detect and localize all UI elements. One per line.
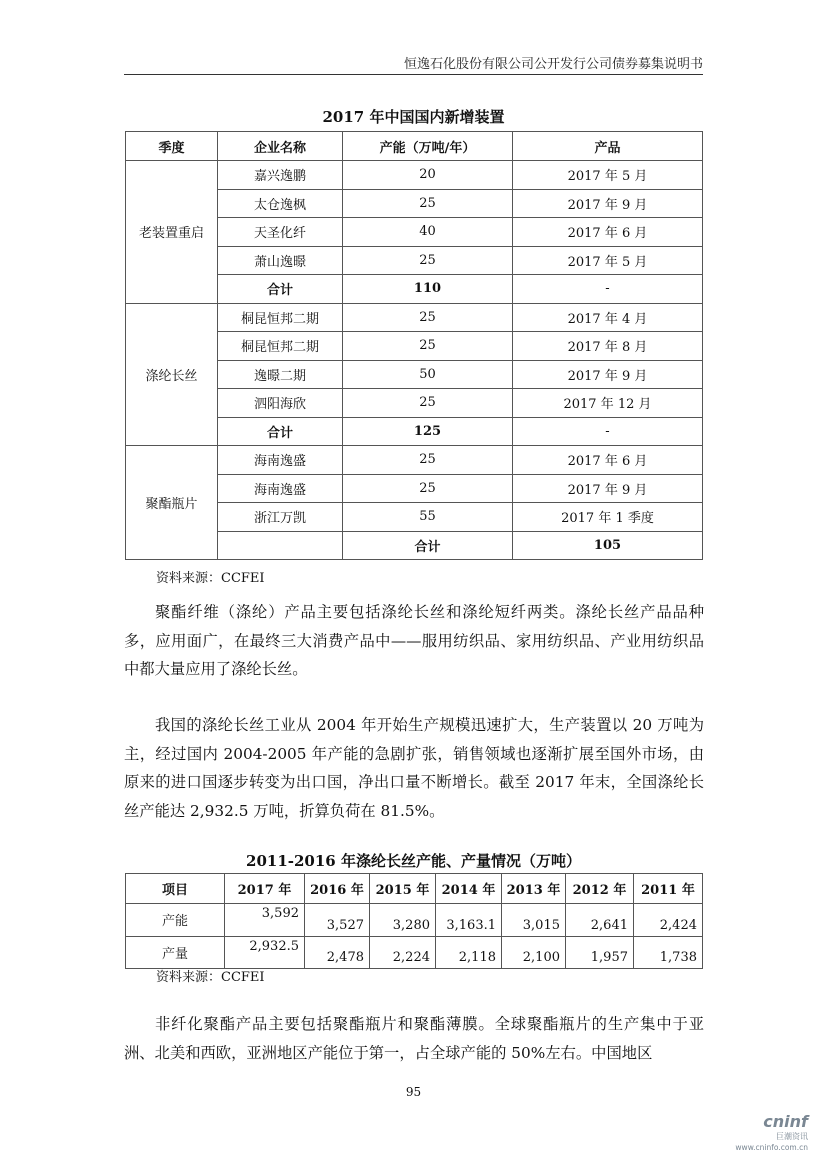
product-cell: 2017 年 9 月 bbox=[513, 189, 703, 218]
capacity-cell: 25 bbox=[343, 246, 513, 275]
company-cell: 嘉兴逸鹏 bbox=[218, 161, 343, 190]
capacity-cell: 25 bbox=[343, 474, 513, 503]
paragraph-2: 我国的涤纶长丝工业从 2004 年开始生产规模迅速扩大，生产装置以 20 万吨为主，经过国内 2004-2005 年产能的急剧扩张，销售领域也逐渐扩展至国外市场，由原来的进口国逐步转变为出口国，净出口量不断增长。截至 2017 年末，全国涤纶长丝产能达 2,932.5 万吨，折算负荷在 81.5%。 bbox=[124, 716, 704, 820]
paragraph-1: 聚酯纤维（涤纶）产品主要包括涤纶长丝和涤纶短纤两类。涤纶长丝产品品种多，应用面广，在最终三大消费产品中——服用纺织品、家用纺织品、产业用纺织品中都大量应用了涤纶长丝。 bbox=[124, 603, 704, 678]
value-cell: 2,932.5 bbox=[225, 936, 305, 969]
company-cell: 海南逸盛 bbox=[218, 474, 343, 503]
product-cell: 2017 年 6 月 bbox=[513, 218, 703, 247]
total-product: - bbox=[513, 417, 703, 446]
value-cell: 3,163.1 bbox=[436, 904, 502, 937]
column-header: 2013 年 bbox=[502, 874, 566, 904]
value-cell: 3,527 bbox=[305, 904, 370, 937]
total-label: 合计 bbox=[218, 275, 343, 304]
column-header: 2015 年 bbox=[370, 874, 436, 904]
value-cell: 1,738 bbox=[634, 936, 703, 969]
product-cell: 2017 年 5 月 bbox=[513, 246, 703, 275]
logo-subtitle: 巨潮资讯 bbox=[776, 1132, 808, 1141]
column-header: 2011 年 bbox=[634, 874, 703, 904]
column-header: 2012 年 bbox=[566, 874, 634, 904]
capacity-cell: 55 bbox=[343, 503, 513, 532]
product-cell: 2017 年 5 月 bbox=[513, 161, 703, 190]
column-header: 企业名称 bbox=[218, 132, 343, 161]
total-value: 125 bbox=[343, 417, 513, 446]
value-cell: 2,224 bbox=[370, 936, 436, 969]
value-cell: 2,478 bbox=[305, 936, 370, 969]
product-cell: 2017 年 4 月 bbox=[513, 303, 703, 332]
header-rule bbox=[124, 74, 703, 75]
output-capacity-table bbox=[125, 873, 703, 969]
column-header: 项目 bbox=[126, 874, 225, 904]
value-cell: 3,015 bbox=[502, 904, 566, 937]
empty-cell bbox=[218, 531, 343, 560]
capacity-cell: 25 bbox=[343, 303, 513, 332]
cninfo-watermark-logo bbox=[735, 1112, 810, 1157]
logo-brand: cninf bbox=[763, 1112, 808, 1131]
product-cell: 2017 年 9 月 bbox=[513, 360, 703, 389]
product-cell: 2017 年 12 月 bbox=[513, 389, 703, 418]
column-header: 2014 年 bbox=[436, 874, 502, 904]
capacity-cell: 25 bbox=[343, 189, 513, 218]
product-cell: 2017 年 1 季度 bbox=[513, 503, 703, 532]
group-label: 老装置重启 bbox=[126, 161, 218, 304]
value-cell: 2,100 bbox=[502, 936, 566, 969]
row-label: 产量 bbox=[126, 936, 225, 969]
total-value: 110 bbox=[343, 275, 513, 304]
paragraph-3: 非纤化聚酯产品主要包括聚酯瓶片和聚酯薄膜。全球聚酯瓶片的生产集中于亚洲、北美和西欧，亚洲地区产能位于第一，占全球产能的 50%左右。中国地区 bbox=[124, 1015, 704, 1062]
table-header-row bbox=[126, 874, 703, 904]
company-cell: 桐昆恒邦二期 bbox=[218, 303, 343, 332]
column-header: 产品 bbox=[513, 132, 703, 161]
capacity-cell: 25 bbox=[343, 332, 513, 361]
column-header: 产能（万吨/年） bbox=[343, 132, 513, 161]
group-label: 涤纶长丝 bbox=[126, 303, 218, 446]
company-cell: 海南逸盛 bbox=[218, 446, 343, 475]
table1-source: 资料来源：CCFEI bbox=[156, 571, 265, 586]
total-product: - bbox=[513, 275, 703, 304]
capacity-cell: 20 bbox=[343, 161, 513, 190]
value-cell: 2,424 bbox=[634, 904, 703, 937]
table-row bbox=[126, 904, 703, 937]
new-capacity-table bbox=[125, 131, 703, 560]
company-cell: 泗阳海欣 bbox=[218, 389, 343, 418]
company-cell: 天圣化纤 bbox=[218, 218, 343, 247]
company-cell: 逸暻二期 bbox=[218, 360, 343, 389]
table2-caption: 2011-2016 年涤纶长丝产能、产量情况（万吨） bbox=[246, 852, 581, 870]
logo-url: www.cninfo.com.cn bbox=[735, 1143, 808, 1152]
capacity-cell: 50 bbox=[343, 360, 513, 389]
table-row bbox=[126, 161, 703, 190]
total-value: 105 bbox=[513, 531, 703, 560]
column-header: 2017 年 bbox=[225, 874, 305, 904]
product-cell: 2017 年 9 月 bbox=[513, 474, 703, 503]
table-header-row bbox=[126, 132, 703, 161]
table-row bbox=[126, 303, 703, 332]
row-label: 产能 bbox=[126, 904, 225, 937]
value-cell: 2,641 bbox=[566, 904, 634, 937]
page-number: 95 bbox=[405, 1085, 422, 1099]
total-label: 合计 bbox=[218, 417, 343, 446]
table-row bbox=[126, 936, 703, 969]
product-cell: 2017 年 8 月 bbox=[513, 332, 703, 361]
product-cell: 2017 年 6 月 bbox=[513, 446, 703, 475]
company-cell: 浙江万凯 bbox=[218, 503, 343, 532]
document-header: 恒逸石化股份有限公司公开发行公司债券募集说明书 bbox=[403, 57, 703, 72]
table-row bbox=[126, 446, 703, 475]
table1-caption: 2017 年中国国内新增装置 bbox=[322, 108, 505, 126]
column-header: 季度 bbox=[126, 132, 218, 161]
value-cell: 2,118 bbox=[436, 936, 502, 969]
value-cell: 3,592 bbox=[225, 904, 305, 937]
total-label: 合计 bbox=[343, 531, 513, 560]
value-cell: 1,957 bbox=[566, 936, 634, 969]
value-cell: 3,280 bbox=[370, 904, 436, 937]
table2-source: 资料来源：CCFEI bbox=[156, 970, 265, 985]
capacity-cell: 40 bbox=[343, 218, 513, 247]
company-cell: 太仓逸枫 bbox=[218, 189, 343, 218]
group-label: 聚酯瓶片 bbox=[126, 446, 218, 560]
column-header: 2016 年 bbox=[305, 874, 370, 904]
capacity-cell: 25 bbox=[343, 389, 513, 418]
company-cell: 萧山逸暻 bbox=[218, 246, 343, 275]
capacity-cell: 25 bbox=[343, 446, 513, 475]
company-cell: 桐昆恒邦二期 bbox=[218, 332, 343, 361]
